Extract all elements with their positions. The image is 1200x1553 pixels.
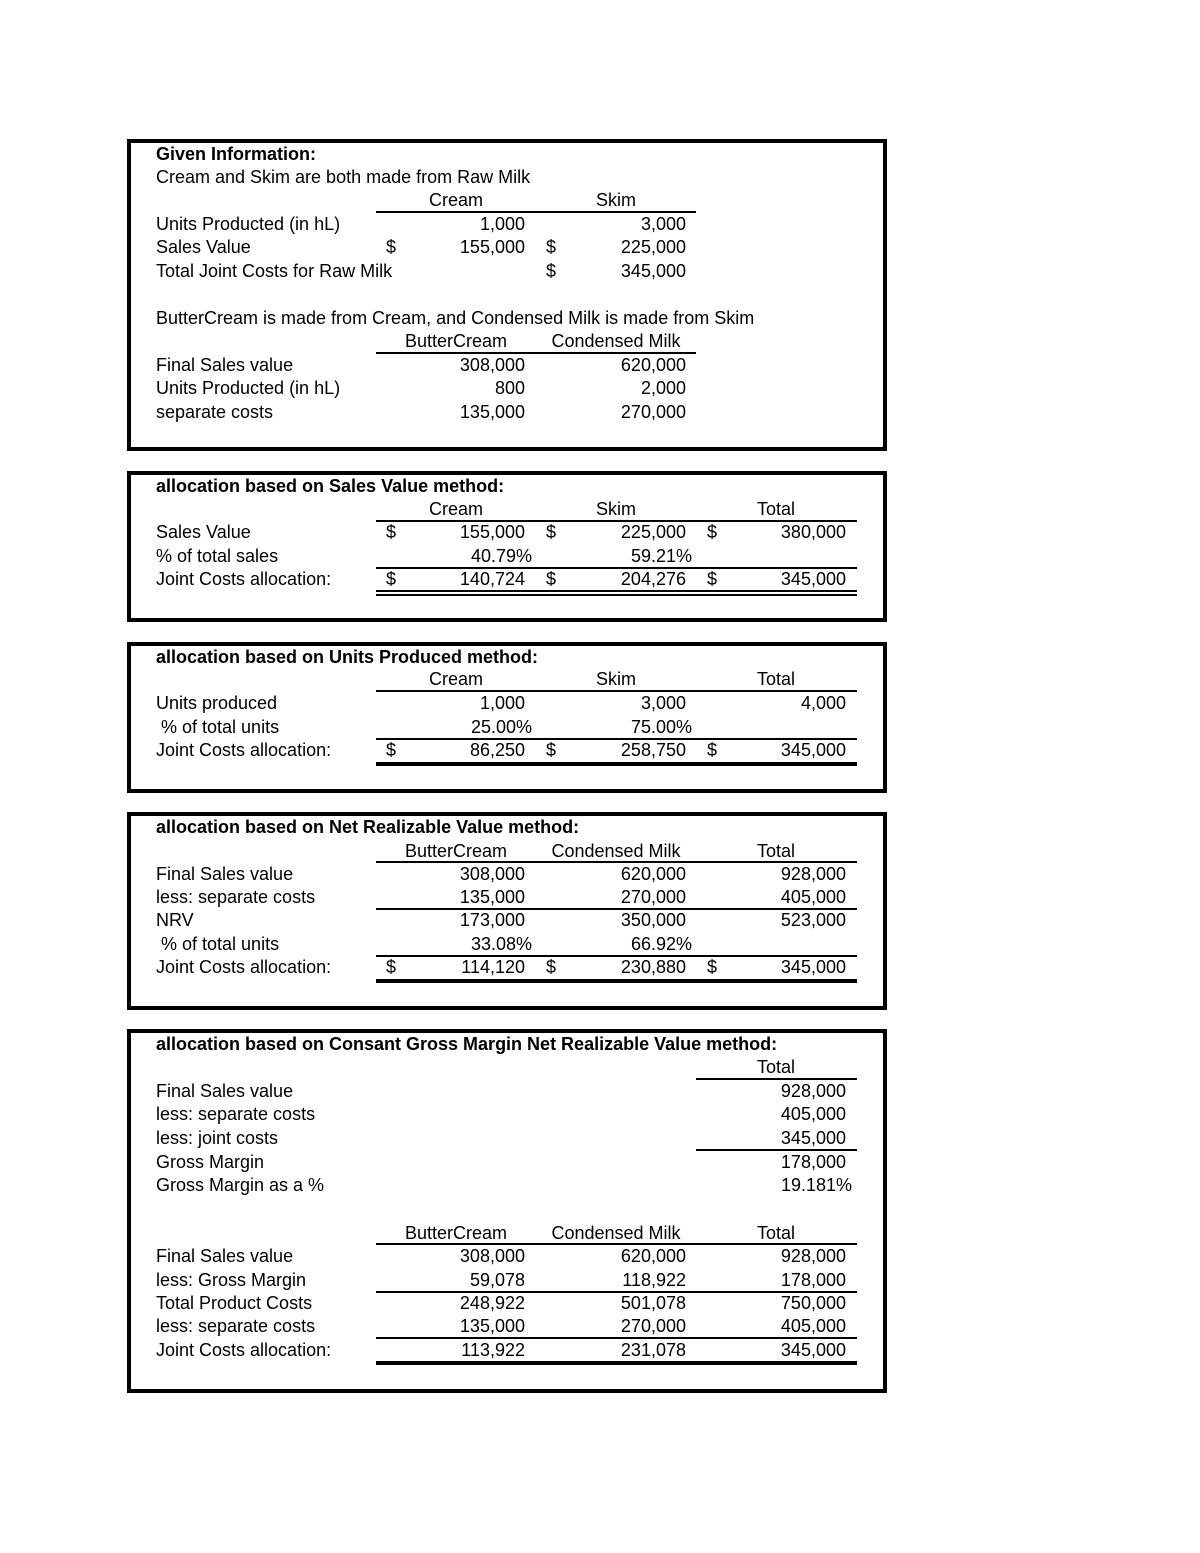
dollar-sign: $ xyxy=(386,740,397,760)
cell-value: 178,000 xyxy=(780,1152,846,1172)
row-label: % of total sales xyxy=(156,546,279,566)
cell-value: 523,000 xyxy=(780,910,846,930)
cell-value: 3,000 xyxy=(640,693,686,713)
cell-value: 33.08% xyxy=(470,934,532,954)
cell-value: 135,000 xyxy=(459,402,525,422)
row-label: less: separate costs xyxy=(156,887,316,907)
cell-value: 405,000 xyxy=(780,887,846,907)
cell-value: 800 xyxy=(494,378,525,398)
section-title: allocation based on Net Realizable Value method: xyxy=(156,817,580,837)
total-underline xyxy=(376,762,857,766)
row-label: less: Gross Margin xyxy=(156,1270,307,1290)
cell-value: 345,000 xyxy=(620,261,686,281)
cell-value: 308,000 xyxy=(459,1246,525,1266)
cell-value: 248,922 xyxy=(459,1293,525,1313)
cell-value: 135,000 xyxy=(459,1316,525,1336)
cell-value: 270,000 xyxy=(620,1316,686,1336)
row-label: Sales Value xyxy=(156,522,251,542)
cell-value: 1,000 xyxy=(479,693,525,713)
cell-value: 750,000 xyxy=(780,1293,846,1313)
row-label: Gross Margin as a % xyxy=(156,1175,325,1195)
cell-value: 135,000 xyxy=(459,887,525,907)
cell-value: 118,922 xyxy=(622,1270,686,1290)
row-label: less: separate costs xyxy=(156,1316,316,1336)
cell-value: 350,000 xyxy=(620,910,686,930)
col-header-total: Total xyxy=(756,1057,796,1077)
dollar-sign: $ xyxy=(546,237,557,257)
cell-value: 59,078 xyxy=(469,1270,525,1290)
cell-value: 2,000 xyxy=(640,378,686,398)
col-header-cream: Cream xyxy=(428,669,483,689)
row-label: Total Joint Costs for Raw Milk xyxy=(156,261,393,281)
col-header-skim: Skim xyxy=(596,499,636,519)
cell-value: 66.92% xyxy=(630,934,692,954)
row-label: % of total units xyxy=(156,934,280,954)
cell-value: 345,000 xyxy=(780,740,846,760)
given-intro: Cream and Skim are both made from Raw Milk xyxy=(156,167,531,187)
row-label: % of total units xyxy=(156,717,280,737)
cell-value: 155,000 xyxy=(459,237,525,257)
cell-value: 405,000 xyxy=(780,1316,846,1336)
dollar-sign: $ xyxy=(546,569,557,589)
cell-value: 173,000 xyxy=(459,910,525,930)
cell-value: 258,750 xyxy=(620,740,686,760)
total-underline xyxy=(376,979,857,983)
section-title: allocation based on Sales Value method: xyxy=(156,476,505,496)
cell-value: 59.21% xyxy=(630,546,692,566)
cell-value: 1,000 xyxy=(479,214,525,234)
dollar-sign: $ xyxy=(386,237,397,257)
cell-value: 345,000 xyxy=(780,569,846,589)
cell-value: 225,000 xyxy=(620,237,686,257)
cell-value: 25.00% xyxy=(470,717,532,737)
row-label: less: joint costs xyxy=(156,1128,279,1148)
cell-value: 405,000 xyxy=(780,1104,846,1124)
col-header-buttercream: ButterCream xyxy=(404,1223,508,1243)
col-header-skim: Skim xyxy=(596,669,636,689)
dollar-sign: $ xyxy=(386,957,397,977)
col-header-condensed-milk: Condensed Milk xyxy=(551,1223,681,1243)
cell-value: 270,000 xyxy=(620,402,686,422)
cell-value: 225,000 xyxy=(620,522,686,542)
dollar-sign: $ xyxy=(707,957,718,977)
cell-value: 140,724 xyxy=(459,569,525,589)
cell-value: 620,000 xyxy=(620,864,686,884)
row-label: Gross Margin xyxy=(156,1152,265,1172)
col-header-condensed-milk: Condensed Milk xyxy=(551,331,681,351)
row-label: separate costs xyxy=(156,402,274,422)
row-label: Final Sales value xyxy=(156,355,294,375)
cell-value: 75.00% xyxy=(630,717,692,737)
cell-value: 620,000 xyxy=(620,1246,686,1266)
col-header-total: Total xyxy=(756,841,796,861)
cell-value: 230,880 xyxy=(620,957,686,977)
row-label: Joint Costs allocation: xyxy=(156,569,332,589)
row-label: Final Sales value xyxy=(156,1246,294,1266)
col-header-condensed-milk: Condensed Milk xyxy=(551,841,681,861)
total-underline xyxy=(376,1361,857,1365)
given-title: Given Information: xyxy=(156,144,317,164)
cell-value: 345,000 xyxy=(780,1340,846,1360)
cell-value: 345,000 xyxy=(780,1128,846,1148)
cell-value: 113,922 xyxy=(461,1340,525,1360)
dollar-sign: $ xyxy=(546,261,557,281)
col-header-total: Total xyxy=(756,1223,796,1243)
given-intro-2: ButterCream is made from Cream, and Condensed Milk is made from Skim xyxy=(156,308,755,328)
cell-value: 928,000 xyxy=(780,1246,846,1266)
section-title: allocation based on Units Produced method: xyxy=(156,647,539,667)
row-label: Units Producted (in hL) xyxy=(156,214,341,234)
dollar-sign: $ xyxy=(707,569,718,589)
cell-value: 231,078 xyxy=(620,1340,686,1360)
row-label: Joint Costs allocation: xyxy=(156,1340,332,1360)
cell-value: 928,000 xyxy=(780,1081,846,1101)
section-title: allocation based on Consant Gross Margin Net Realizable Value method: xyxy=(156,1034,778,1054)
col-header-buttercream: ButterCream xyxy=(404,331,508,351)
cell-value: 114,120 xyxy=(461,957,525,977)
row-label: Total Product Costs xyxy=(156,1293,313,1313)
col-header-cream: Cream xyxy=(428,190,483,210)
col-header-skim: Skim xyxy=(596,190,636,210)
cell-value: 345,000 xyxy=(780,957,846,977)
cell-value: 155,000 xyxy=(459,522,525,542)
cell-value: 620,000 xyxy=(620,355,686,375)
row-label: Final Sales value xyxy=(156,864,294,884)
row-label: Units produced xyxy=(156,693,278,713)
row-label: Final Sales value xyxy=(156,1081,294,1101)
double-underline xyxy=(376,590,857,592)
double-underline xyxy=(376,594,857,596)
col-header-total: Total xyxy=(756,669,796,689)
cell-value: 380,000 xyxy=(780,522,846,542)
dollar-sign: $ xyxy=(546,957,557,977)
cell-value: 928,000 xyxy=(780,864,846,884)
cell-value: 501,078 xyxy=(620,1293,686,1313)
dollar-sign: $ xyxy=(546,740,557,760)
col-header-buttercream: ButterCream xyxy=(404,841,508,861)
row-label: Units Producted (in hL) xyxy=(156,378,341,398)
col-header-cream: Cream xyxy=(428,499,483,519)
dollar-sign: $ xyxy=(707,740,718,760)
row-label: Sales Value xyxy=(156,237,251,257)
cell-value: 178,000 xyxy=(780,1270,846,1290)
dollar-sign: $ xyxy=(546,522,557,542)
row-label: Joint Costs allocation: xyxy=(156,740,332,760)
cell-value: 19.181% xyxy=(780,1175,852,1195)
row-label: Joint Costs allocation: xyxy=(156,957,332,977)
dollar-sign: $ xyxy=(707,522,718,542)
cell-value: 4,000 xyxy=(800,693,846,713)
cell-value: 308,000 xyxy=(459,864,525,884)
row-label: NRV xyxy=(156,910,194,930)
col-header-total: Total xyxy=(756,499,796,519)
cell-value: 308,000 xyxy=(459,355,525,375)
dollar-sign: $ xyxy=(386,569,397,589)
cell-value: 204,276 xyxy=(620,569,686,589)
cell-value: 270,000 xyxy=(620,887,686,907)
row-label: less: separate costs xyxy=(156,1104,316,1124)
cell-value: 40.79% xyxy=(470,546,532,566)
cell-value: 86,250 xyxy=(469,740,525,760)
cell-value: 3,000 xyxy=(640,214,686,234)
dollar-sign: $ xyxy=(386,522,397,542)
